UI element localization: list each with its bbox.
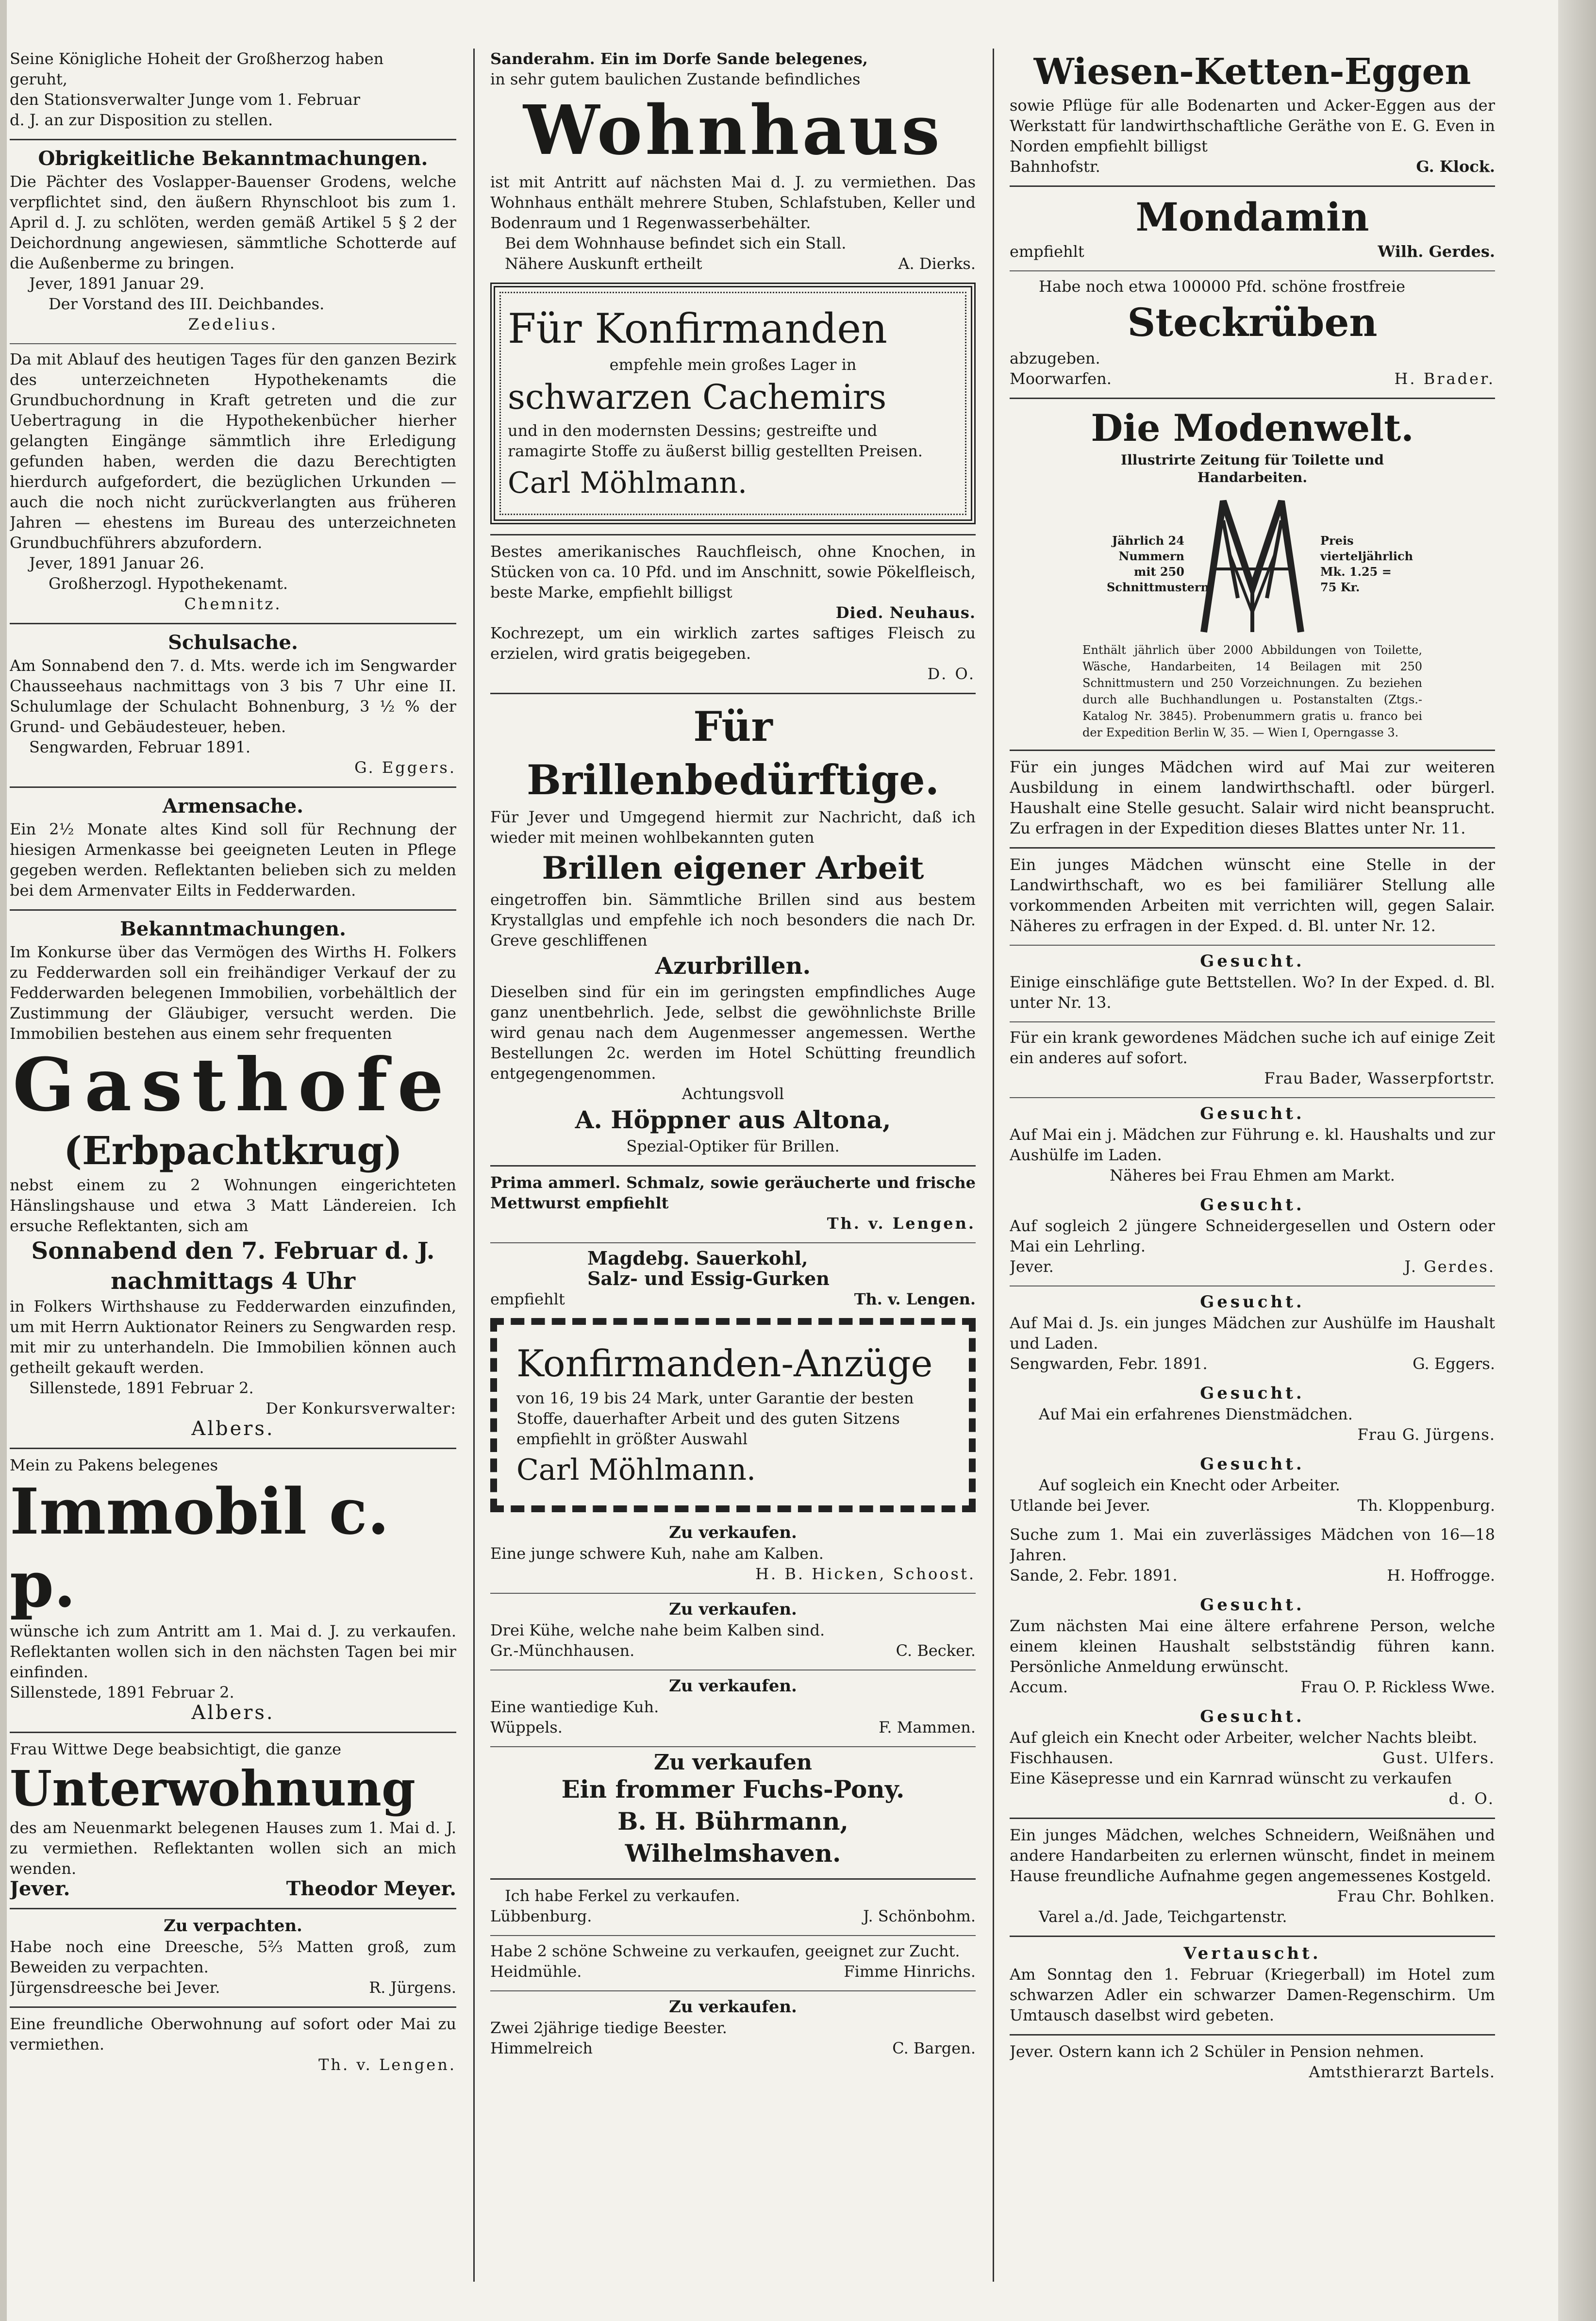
- divider: [490, 1935, 976, 1936]
- ad-body: Habe 2 schöne Schweine zu verkaufen, geeignet zur Zucht.: [490, 1942, 960, 1960]
- ad-name: A. Höppner aus Altona,: [575, 1105, 891, 1134]
- notice-role: Der Konkursverwalter:: [266, 1399, 456, 1418]
- ad-body: Auf sogleich ein Knecht oder Arbeiter.: [1039, 1476, 1340, 1494]
- section-heading: Vertauscht.: [1183, 1944, 1321, 1963]
- ad-signature: G. Eggers.: [1413, 1354, 1495, 1373]
- notice-schulsache: [10, 630, 456, 778]
- notice-date: Sillenstede, 1891 Februar 2.: [10, 1683, 234, 1702]
- notice-stationsverwalter: [10, 49, 456, 130]
- ad-signature: Frau Bader, Wasserpfortstr.: [1264, 1069, 1495, 1087]
- signature-row: [490, 1906, 976, 1926]
- divider: [1010, 1818, 1495, 1819]
- ad-gesucht-person: [1010, 1594, 1495, 1697]
- ad-signature: Wilh. Gerdes.: [1378, 242, 1495, 261]
- signature-row: [1010, 1565, 1495, 1586]
- divider: [10, 1732, 456, 1733]
- notice-body: in Folkers Wirthshause zu Fedderwarden einzufinden, um mit Herrn Auktionator Reiners zu Sengwarden resp. mit mir zu unterhandeln. Die Immobilien können auch getheilt gekauft werden.: [10, 1297, 456, 1377]
- notice-line: geruht,: [10, 70, 67, 88]
- notice-oberwohnung: [10, 2014, 456, 2075]
- ad-place: Moorwarfen.: [1010, 369, 1112, 388]
- section-heading: Gesucht.: [1200, 1104, 1305, 1123]
- ad-body: Jever. Ostern kann ich 2 Schüler in Pension nehmen.: [1010, 2042, 1425, 2061]
- notice-signature: Th. v. Lengen.: [318, 2055, 456, 2074]
- ad-beester: [490, 1996, 976, 2058]
- notice-immobil: [10, 1455, 456, 1723]
- notice-body: nebst einem zu 2 Wohnungen eingerichteten Hänslingshause und etwa 3 Matt Ländereien. Ich ersuche Reflektanten, sich am: [10, 1176, 456, 1235]
- divider: [490, 1990, 976, 1991]
- column-2: [490, 49, 976, 2291]
- signature-row: [10, 1879, 456, 1899]
- column-rule: [473, 49, 475, 2282]
- ad-line: Ein frommer Fuchs-Pony.: [561, 1775, 905, 1803]
- ad-schmalz: [490, 1172, 976, 1234]
- signature-row: [490, 1961, 976, 1982]
- ad-place: Heidmühle.: [490, 1962, 582, 1981]
- section-heading: Zu verkaufen.: [669, 1600, 797, 1619]
- notice-hypothekenamt: [10, 349, 456, 614]
- notice-line: d. J. an zur Disposition zu stellen.: [10, 111, 273, 129]
- divider: [490, 1593, 976, 1594]
- signature-row: [1010, 156, 1495, 177]
- divider: [10, 909, 456, 911]
- headline-konfirmanden: Für Konfirmanden: [508, 305, 888, 352]
- ad-line: empfiehlt: [1010, 242, 1084, 261]
- headline-eggen: Wiesen-Ketten-Eggen: [1033, 51, 1471, 93]
- ad-gesucht-knecht: [1010, 1453, 1495, 1516]
- modenwelt-logo-icon: [1194, 491, 1311, 637]
- ad-body: Für ein junges Mädchen wird auf Mai zur weiteren Ausbildung in einem landwirthschaftl. oder bürgerl. Haushalt eine Stelle gesucht. Salair wird nicht beansprucht. Zu erfragen in der Expedition dieses Blattes unter Nr. 11.: [1010, 758, 1495, 837]
- ad-body: Eine Käsepresse und ein Karnrad wünscht zu verkaufen: [1010, 1769, 1452, 1787]
- notice-body: Da mit Ablauf des heutigen Tages für den ganzen Bezirk des unterzeichneten Hypothekenamts die Grundbuchordnung in Kraft getreten und die zur Uebertragung in die Hypothekenbücher hierher gelangten Eingänge sämmtlich ihre Erledigung gefunden haben, werden die dazu Berechtigten hierdurch aufgefordert, die bezüglichen Urkunden — auch die noch nicht zurückverlangten aus früheren Jahren — ehestens im Bureau des unterzeichneten Grundbuchführers abzufordern.: [10, 350, 456, 552]
- ad-signature: Th. v. Lengen.: [854, 1290, 976, 1308]
- notice-body: Habe noch eine Dreesche, 5⅔ Matten groß, zum Beweiden zu verpachten.: [10, 1937, 456, 1976]
- ad-schneidern: [1010, 1825, 1495, 1927]
- ad-subtitle: Illustrirte Zeitung für Toilette und Handarbeiten.: [1121, 452, 1384, 485]
- section-heading: Gesucht.: [1200, 1707, 1305, 1726]
- section-heading: Schulsache.: [168, 631, 298, 654]
- headline-cachemirs: schwarzen Cachemirs: [508, 377, 887, 417]
- ad-stelle-gesucht-2: [1010, 854, 1495, 936]
- notice-unterwohnung: [10, 1739, 456, 1899]
- ad-signature: Frau O. P. Rickless Wwe.: [1300, 1678, 1495, 1696]
- ad-konfirmanden-frame: [490, 283, 976, 524]
- ad-signature: Carl Möhlmann.: [508, 466, 748, 500]
- ad-body: Kochrezept, um ein wirklich zartes saftiges Fleisch zu erzielen, wird gratis beigegeben.: [490, 624, 976, 663]
- ad-place: Wüppels.: [490, 1718, 563, 1737]
- ad-gesucht-schneider: [1010, 1194, 1495, 1277]
- divider: [490, 1165, 976, 1167]
- modenwelt-left-text: Jährlich 24 Nummern mit 250 Schnittmustern.: [1107, 534, 1214, 594]
- notice-body: Die Pächter des Voslapper-Bauenser Grodens, welche verpflichtet sind, den äußern Rhynschloot bis zum 1. April d. J. zu schlöten, werden gemäß Artikel 5 § 2 der Deichordnung angewiesen, sämmtliche Schotterde auf die Außenberme zu bringen.: [10, 172, 456, 272]
- column-rule: [993, 49, 994, 2282]
- ad-signature: H. Brader.: [1394, 369, 1495, 388]
- notice-signature: Zedelius.: [188, 315, 278, 334]
- headline-brillenbeduerftige: Für Brillenbedürftige.: [526, 702, 939, 804]
- headline-konfirmanden-anzuege: Konfirmanden-Anzüge: [516, 1342, 933, 1385]
- ad-stelle-gesucht-1: [1010, 757, 1495, 838]
- ad-signature: H. Hoffrogge.: [1387, 1566, 1495, 1585]
- auction-time: nachmittags 4 Uhr: [110, 1268, 356, 1295]
- binding-edge: [0, 0, 7, 2321]
- divider: [10, 1908, 456, 1909]
- ad-eggen: [1010, 49, 1495, 177]
- headline-gasthofe: Gasthofe: [12, 1042, 454, 1128]
- ad-place: Jever.: [1010, 1257, 1054, 1276]
- signature-row: [1010, 1256, 1495, 1277]
- ad-line: Wilhelmshaven.: [625, 1839, 841, 1868]
- ad-place: Himmelreich: [490, 2039, 593, 2057]
- divider: [10, 2006, 456, 2008]
- ad-resp: Achtungsvoll: [682, 1085, 784, 1103]
- divider: [10, 139, 456, 140]
- ad-body: Auf Mai d. Js. ein junges Mädchen zur Aushülfe im Haushalt und Laden.: [1010, 1314, 1495, 1353]
- signature-row: [490, 1717, 976, 1737]
- ad-line: Sanderahm. Ein im Dorfe Sande belegenes,: [490, 50, 868, 68]
- ad-body: Einige einschläfige gute Bettstellen. Wo? In der Exped. d. Bl. unter Nr. 13.: [1010, 973, 1495, 1012]
- notice-verpachten: [10, 1915, 456, 1998]
- notice-body: Im Konkurse über das Vermögen des Wirths H. Folkers zu Fedderwarden soll ein freihändiger Verkauf der zu Fedderwarden belegenen Immobilien, vorbehältlich der Zustimmung der Gläubiger, versucht werden. Die Immobilien bestehen aus einem sehr frequenten: [10, 943, 456, 1043]
- notice-signature: Albers.: [191, 1702, 275, 1724]
- ad-kuehe: [490, 1599, 976, 1661]
- notice-body: Eine freundliche Oberwohnung auf sofort oder Mai zu vermiethen.: [10, 2015, 456, 2054]
- notice-date: Jever, 1891 Januar 26.: [29, 554, 205, 572]
- signature-row: [1010, 241, 1495, 262]
- ad-body: Drei Kühe, welche nahe beim Kalben sind.: [490, 1621, 825, 1639]
- divider: [490, 693, 976, 694]
- modenwelt-right-text: Preis vierteljährlich Mk. 1.25 = 75 Kr.: [1320, 534, 1413, 594]
- ad-body: Für Jever und Umgegend hiermit zur Nachricht, daß ich wieder mit meinen wohlbekannten guten: [490, 808, 976, 847]
- headline-mondamin: Mondamin: [1135, 194, 1369, 240]
- signature-row: [1010, 1495, 1495, 1516]
- signature-row: [490, 2038, 976, 2058]
- ad-gesucht-aushuelfe: [1010, 1291, 1495, 1374]
- headline-azurbrillen: Azurbrillen.: [655, 952, 811, 980]
- ad-signature: C. Becker.: [896, 1641, 976, 1660]
- notice-body: Ein 2½ Monate altes Kind soll für Rechnung der hiesigen Armenkasse bei geeigneten Leuten in Pflege gegeben werden. Reflektanten belieben sich zu melden bei dem Armenvater Eilts in Fedderwarden.: [10, 820, 456, 900]
- notice-place: Jürgensdreesche bei Jever.: [10, 1978, 220, 1997]
- ad-place: Gr.-Münchhausen.: [490, 1641, 635, 1660]
- ad-body: Auf Mai ein erfahrenes Dienstmädchen.: [1039, 1405, 1353, 1423]
- headline-brillen: Brillen eigener Arbeit: [542, 850, 924, 886]
- ad-body: Enthält jährlich über 2000 Abbildungen von Toilette, Wäsche, Handarbeiten, 14 Beilagen mit 250 Schnittmustern und 250 Vorzeichnungen. Zu beziehen durch alle Buchhandlungen u. Postanstalten (Ztgs.-Katalog Nr. 3845). Probenummern gratis u. franco bei der Expedition Berlin W, 35. — Wien I, Operngasse 3.: [1082, 643, 1422, 739]
- ad-signature: Th. v. Lengen.: [827, 1214, 976, 1233]
- ad-place: Sande, 2. Febr. 1891.: [1010, 1566, 1178, 1585]
- divider: [1010, 1097, 1495, 1098]
- headline-modenwelt: Die Modenwelt.: [1091, 406, 1414, 450]
- section-heading: Armensache.: [162, 795, 304, 818]
- notice-line: den Stationsverwalter Junge vom 1. Februar: [10, 90, 361, 109]
- divider: [1010, 847, 1495, 849]
- ad-body: ist mit Antritt auf nächsten Mai d. J. zu vermiethen. Das Wohnhaus enthält mehrere Stuben, Schlafstuben, Keller und Bodenraum und 1 Regenwasserbehälter.: [490, 173, 976, 232]
- ad-role: Spezial-Optiker für Brillen.: [626, 1137, 840, 1155]
- ad-signature: A. Dierks.: [898, 254, 976, 273]
- section-heading: Zu verkaufen.: [669, 1523, 797, 1542]
- ad-body: Ein junges Mädchen wünscht eine Stelle in der Landwirthschaft, wo es bei familiärer Stellung alle vorkommenden Arbeiten mit verrichten will, gegen Salair. Näheres zu erfragen in der Exped. d. Bl. unter Nr. 12.: [1010, 855, 1495, 935]
- divider: [1010, 2034, 1495, 2036]
- ad-place: Varel a./d. Jade, Teichgartenstr.: [1039, 1907, 1287, 1926]
- section-heading: Gesucht.: [1200, 1292, 1305, 1312]
- ad-pension: [1010, 2041, 1495, 2082]
- ad-steckrueben: [1010, 276, 1495, 389]
- divider: [1010, 1021, 1495, 1022]
- ad-brillen: [490, 700, 976, 1156]
- ad-body: Am Sonntag den 1. Februar (Kriegerball) im Hotel zum schwarzen Adler ein schwarzer Damen-Regenschirm. Um Umtausch daselbst wird gebeten.: [1010, 1965, 1495, 2024]
- ad-body: Ich habe Ferkel zu verkaufen.: [505, 1887, 740, 1905]
- section-heading: Gesucht.: [1200, 952, 1305, 971]
- divider: [10, 343, 456, 344]
- ad-kuh: [490, 1522, 976, 1584]
- notice-body: Am Sonnabend den 7. d. Mts. werde ich im Sengwarder Chausseehaus nachmittags von 3 bis 7 Uhr eine II. Schulumlage der Schulacht Bohnenburg, 3 ½ % der Grund- und Gebäudesteuer, heben.: [10, 656, 456, 736]
- ad-place: Accum.: [1010, 1678, 1068, 1696]
- signature-row: [1010, 1748, 1495, 1768]
- ad-body: Eine junge schwere Kuh, nahe am Kalben.: [490, 1544, 824, 1563]
- section-heading: Gesucht.: [1200, 1595, 1305, 1615]
- ad-signature: Died. Neuhaus.: [835, 603, 976, 622]
- page-edge: [1558, 0, 1596, 2321]
- ad-line: Magdebg. Sauerkohl,: [587, 1247, 808, 1269]
- notice-body: des am Neuenmarkt belegenen Hauses zum 1. Mai d. J. zu vermiethen. Reflektanten wollen sich an mich wenden.: [10, 1819, 456, 1878]
- divider: [1010, 185, 1495, 187]
- notice-date: Sengwarden, Februar 1891.: [29, 738, 251, 756]
- notice-signature: Chemnitz.: [184, 595, 282, 613]
- section-heading: Bekanntmachungen.: [120, 918, 346, 940]
- ad-body: eingetroffen bin. Sämmtliche Brillen sind aus bestem Krystallglas und empfehle ich noch besonders die nach Dr. Greve geschliffenen: [490, 890, 976, 950]
- divider: [490, 1878, 976, 1880]
- notice-intro: Frau Wittwe Dege beabsichtigt, die ganze: [10, 1740, 342, 1758]
- ad-info: Nähere Auskunft ertheilt: [505, 254, 702, 273]
- ad-signature: J. Schönbohm.: [863, 1907, 976, 1925]
- notice-org: Großherzogl. Hypothekenamt.: [49, 574, 288, 593]
- ad-modenwelt: [1010, 405, 1495, 741]
- ad-line: empfiehlt: [490, 1290, 565, 1308]
- ad-sauerkohl: [490, 1248, 976, 1309]
- ad-rauchfleisch: [490, 541, 976, 684]
- section-heading: Zu verpachten.: [164, 1916, 302, 1936]
- ad-maedchen-krank: [1010, 1027, 1495, 1088]
- notice-intro: Mein zu Pakens belegenes: [10, 1456, 218, 1474]
- ad-signature: Frau G. Jürgens.: [1357, 1425, 1495, 1444]
- ad-body: abzugeben.: [1010, 349, 1100, 367]
- divider: [10, 786, 456, 788]
- ad-line: empfehle mein großes Lager in: [609, 355, 857, 374]
- divider: [1010, 270, 1495, 271]
- ad-line: B. H. Bührmann,: [617, 1807, 848, 1836]
- ad-signature: F. Mammen.: [879, 1718, 976, 1737]
- notice-org: Der Vorstand des III. Deichbandes.: [49, 295, 325, 313]
- notice-armensache: [10, 794, 456, 901]
- headline-steckrueben: Steckrüben: [1127, 300, 1378, 345]
- signature-row: [1010, 1353, 1495, 1374]
- section-heading: Zu verkaufen: [653, 1750, 813, 1775]
- section-heading: Gesucht.: [1200, 1195, 1305, 1215]
- ad-place: Lübbenburg.: [490, 1907, 592, 1925]
- ad-signature: Th. Kloppenburg.: [1357, 1496, 1495, 1515]
- divider: [1010, 945, 1495, 946]
- ad-vertauscht: [1010, 1943, 1495, 2025]
- signature-row: [1010, 368, 1495, 389]
- ad-body: Auf Mai ein j. Mädchen zur Führung e. kl. Haushalts und zur Aushülfe im Laden.: [1010, 1125, 1495, 1164]
- ad-mondamin: [1010, 193, 1495, 262]
- ad-signature: Gust. Ulfers.: [1382, 1749, 1495, 1767]
- ad-body: Bei dem Wohnhause befindet sich ein Stall.: [505, 234, 847, 252]
- ad-body: Habe noch etwa 100000 Pfd. schöne frostfreie: [1039, 277, 1405, 296]
- ad-gesucht-arbeiter: [1010, 1706, 1495, 1809]
- ad-place: Utlande bei Jever.: [1010, 1496, 1150, 1515]
- ad-body: Zum nächsten Mai eine ältere erfahrene Person, welche einem kleinen Haushalt selbstständig führen kann. Persönliche Anmeldung erwünscht.: [1010, 1617, 1495, 1676]
- column-1: [10, 49, 456, 2291]
- section-heading: Gesucht.: [1200, 1454, 1305, 1474]
- notice-body: wünsche ich zum Antritt am 1. Mai d. J. zu verkaufen. Reflektanten wollen sich in den nächsten Tagen bei mir einfinden.: [10, 1622, 456, 1681]
- ad-body: und in den modernsten Dessins; gestreifte und ramagirte Stoffe zu äußerst billig gestellten Preisen.: [508, 421, 923, 460]
- ad-body: Auf sogleich 2 jüngere Schneidergesellen und Ostern oder Mai ein Lehrling.: [1010, 1217, 1495, 1255]
- divider: [1010, 398, 1495, 399]
- section-heading: Gesucht.: [1200, 1384, 1305, 1403]
- ad-line: Salz- und Essig-Gurken: [587, 1268, 830, 1289]
- notice-place: Jever.: [10, 1877, 70, 1900]
- ad-signature: Amtsthierarzt Bartels.: [1309, 2063, 1495, 2081]
- section-heading: Obrigkeitliche Bekanntmachungen.: [38, 147, 428, 170]
- ad-body: Zwei 2jährige tiedige Beester.: [490, 2019, 727, 2037]
- ad-place: Fischhausen.: [1010, 1749, 1114, 1767]
- notice-line: Seine Königliche Hoheit der Großherzog haben: [10, 50, 384, 68]
- ad-body: Ein junges Mädchen, welches Schneidern, Weißnähen und andere Handarbeiten zu erlernen wünscht, findet in meinem Hause freundliche Aufnahme gegen angemessenes Kostgeld.: [1010, 1826, 1495, 1885]
- signature-row: [490, 1640, 976, 1661]
- ad-signature: d. O.: [1448, 1789, 1495, 1808]
- ad-suche-maedchen: [1010, 1524, 1495, 1586]
- divider: [490, 534, 976, 535]
- ad-body: Auf gleich ein Knecht oder Arbeiter, welcher Nachts bleibt.: [1010, 1728, 1478, 1747]
- ad-schweine: [490, 1941, 976, 1982]
- section-heading: Zu verkaufen.: [669, 1997, 797, 2017]
- ad-body: Suche zum 1. Mai ein zuverlässiges Mädchen von 16—18 Jahren.: [1010, 1525, 1495, 1564]
- ad-konfirmanden-anzuege-frame: [490, 1318, 976, 1512]
- signature-row: [1010, 1677, 1495, 1697]
- ad-body: Näheres bei Frau Ehmen am Markt.: [1110, 1166, 1395, 1185]
- ad-body: von 16, 19 bis 24 Mark, unter Garantie der besten Stoffe, dauerhafter Arbeit und des guten Sitzens empfiehlt in größter Auswahl: [516, 1389, 914, 1448]
- ad-signature: G. Klock.: [1416, 157, 1495, 176]
- ad-gesucht-haushalt: [1010, 1103, 1495, 1186]
- ad-ferkel: [490, 1886, 976, 1926]
- divider: [1010, 750, 1495, 751]
- notice-signature: G. Eggers.: [354, 758, 456, 777]
- ad-wohnhaus: [490, 49, 976, 274]
- divider: [490, 1242, 976, 1243]
- ad-signature: Carl Möhlmann.: [516, 1453, 756, 1487]
- ad-signature: D. O.: [927, 665, 976, 683]
- notice-signature: R. Jürgens.: [369, 1978, 456, 1997]
- ad-body: Prima ammerl. Schmalz, sowie geräucherte und frische Mettwurst empfiehlt: [490, 1173, 976, 1212]
- ad-signature: Fimme Hinrichs.: [844, 1962, 976, 1981]
- divider: [10, 1448, 456, 1449]
- notice-signature: Albers.: [191, 1418, 275, 1440]
- ad-signature: Frau Chr. Bohlken.: [1337, 1887, 1495, 1905]
- modenwelt-logo-area: [1010, 491, 1495, 637]
- divider: [10, 623, 456, 624]
- ad-pony: [490, 1752, 976, 1870]
- headline-wohnhaus: Wohnhaus: [523, 91, 943, 170]
- ad-signature: J. Gerdes.: [1404, 1257, 1495, 1276]
- signature-row: [490, 253, 976, 274]
- ad-body: Für ein krank gewordenes Mädchen suche ich auf einige Zeit ein anderes auf sofort.: [1010, 1028, 1495, 1067]
- ad-place: Sengwarden, Febr. 1891.: [1010, 1354, 1208, 1373]
- signature-row: [10, 1977, 456, 1998]
- column-3: [1010, 49, 1495, 2291]
- headline-immobil: Immobil c. p.: [10, 1474, 389, 1621]
- ad-body: Eine wantiedige Kuh.: [490, 1698, 659, 1716]
- ad-body: Dieselben sind für ein im geringsten empfindliches Auge ganz unentbehrlich. Jede, selbst die gewöhnlichste Brille wird genau nach dem Augenmesser angemessen. Werthe Bestellungen 2c. werden im Hotel Schütting freundlich entgegengenommen.: [490, 983, 976, 1083]
- notice-konkurs: [10, 917, 456, 1439]
- ad-body: sowie Pflüge für alle Bodenarten und Acker-Eggen aus der Werkstatt für landwirthschaftliche Geräthe von E. G. Even in Norden empfiehlt billigst: [1010, 96, 1495, 155]
- notice-deichband: [10, 146, 456, 334]
- notice-date: Sillenstede, 1891 Februar 2.: [29, 1379, 254, 1397]
- headline-unterwohnung: Unterwohnung: [10, 1760, 416, 1817]
- ad-body: Bestes amerikanisches Rauchfleisch, ohne Knochen, in Stücken von ca. 10 Pfd. und im Anschnitt, sowie Pökelfleisch, beste Marke, empfiehlt billigst: [490, 542, 976, 601]
- notice-date: Jever, 1891 Januar 29.: [29, 274, 205, 293]
- divider: [1010, 1936, 1495, 1937]
- ad-line: in sehr gutem baulichen Zustande befindliches: [490, 70, 861, 88]
- signature-row: [490, 1289, 976, 1309]
- notice-signature: Theodor Meyer.: [286, 1877, 456, 1900]
- ad-place: Bahnhofstr.: [1010, 157, 1100, 176]
- divider: [490, 1746, 976, 1747]
- ad-signature: C. Bargen.: [892, 2039, 976, 2057]
- headline-erbpachtkrug: (Erbpachtkrug): [63, 1128, 403, 1173]
- ad-gesucht-dienstmaedchen: [1010, 1383, 1495, 1445]
- ad-wantiedige-kuh: [490, 1675, 976, 1737]
- ad-signature: H. B. Hicken, Schoost.: [755, 1565, 976, 1583]
- auction-date: Sonnabend den 7. Februar d. J.: [31, 1237, 435, 1265]
- ad-gesucht-bettstellen: [1010, 951, 1495, 1013]
- section-heading: Zu verkaufen.: [669, 1676, 797, 1696]
